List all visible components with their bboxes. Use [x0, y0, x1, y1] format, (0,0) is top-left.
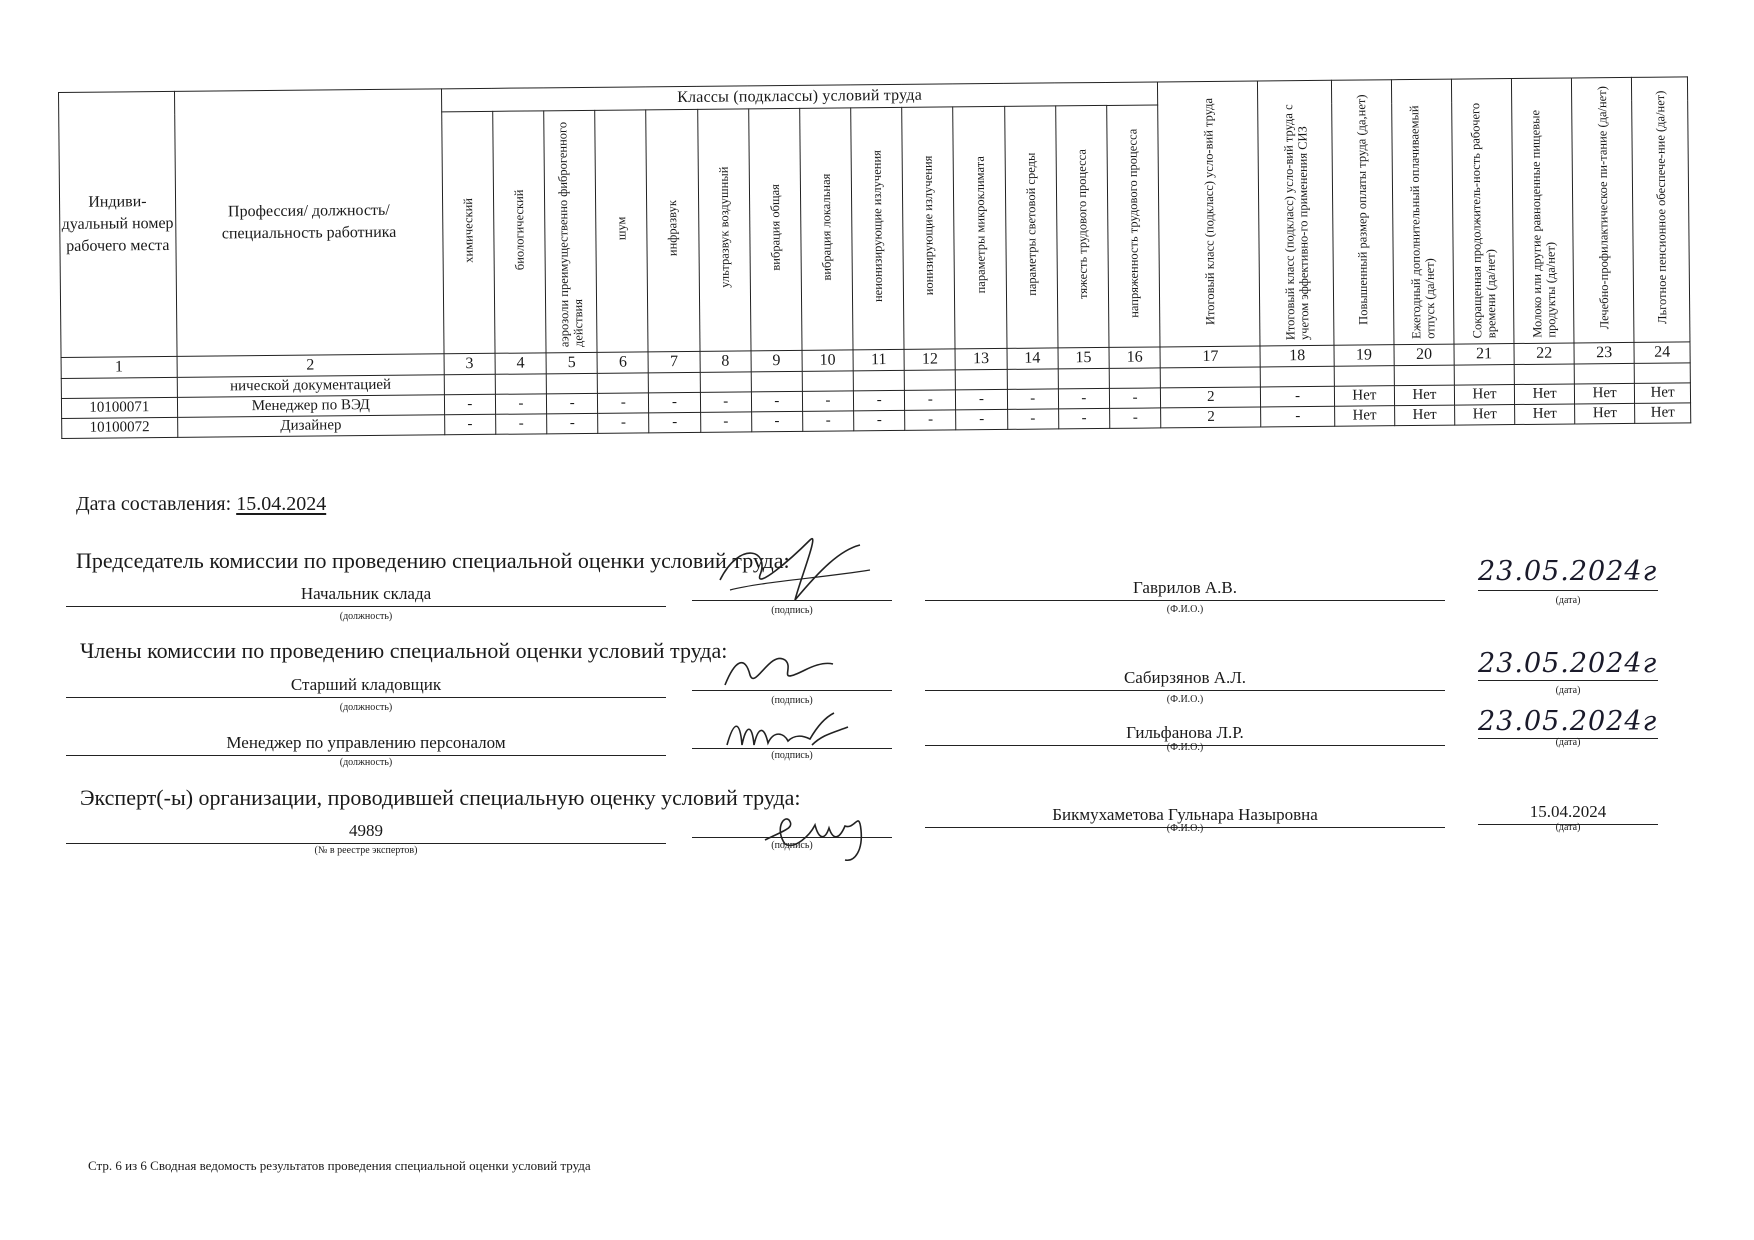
continuation-text: нической документацией [177, 375, 444, 398]
column-number: 2 [177, 354, 444, 378]
column-number: 17 [1160, 346, 1260, 368]
profession: Дизайнер [177, 415, 444, 438]
factor-class: - [1058, 388, 1109, 408]
factor-class: - [803, 411, 854, 431]
factor-class: - [495, 394, 546, 414]
factor-class: - [444, 414, 495, 434]
factor-class: - [854, 410, 905, 430]
guarantee-value: Нет [1334, 386, 1394, 407]
factor-header: напряженность трудового процесса [1107, 105, 1161, 347]
workplace-id: 10100071 [61, 397, 177, 418]
total-class-siz: - [1261, 386, 1335, 407]
member-signature-icon [715, 640, 835, 700]
factor-class: - [598, 413, 649, 433]
results-table [58, 76, 1691, 439]
workplace-id: 10100072 [62, 417, 178, 438]
fio-caption: (Ф.И.О.) [1166, 742, 1204, 753]
column-number: 12 [904, 349, 955, 370]
factor-class: - [1058, 408, 1109, 428]
signature-caption: (подпись) [771, 695, 813, 706]
guarantee-value: Нет [1394, 385, 1454, 406]
column-number: 1 [61, 356, 177, 378]
col-total-class-siz-header: Итоговый класс (подкласс) усло-вий труда с учетом эффективно-го применения СИЗ [1258, 80, 1334, 346]
expert-registry-number: 4989 [349, 821, 383, 840]
column-number: 18 [1260, 345, 1334, 367]
guarantee-value: Нет [1454, 385, 1514, 406]
factor-class: - [1007, 409, 1058, 429]
guarantee-value: Нет [1515, 404, 1575, 425]
member-position-line [66, 755, 666, 756]
chairman-date-line [1478, 590, 1658, 591]
factor-class: - [802, 391, 853, 411]
member-position: Старший кладовщик [290, 675, 442, 694]
chairman-position: Начальник склада [300, 584, 432, 603]
column-number: 21 [1454, 344, 1514, 366]
factor-class: - [853, 390, 904, 410]
column-number: 8 [700, 351, 751, 372]
factor-class: - [546, 393, 597, 413]
column-number: 9 [751, 350, 802, 371]
member-signature-icon [722, 705, 852, 760]
col-nutrition-header: Лечебно-профилактическое пи-тание (да/нет) [1572, 77, 1635, 343]
member-date: 23.05.2024г [1478, 706, 1658, 737]
fio-caption: (Ф.И.О.) [1166, 694, 1204, 705]
factor-header: неионизирующие излучения [851, 107, 904, 349]
column-number: 5 [546, 352, 597, 373]
factor-class: - [1110, 408, 1162, 428]
factor-class: - [547, 413, 598, 433]
member-date: 23.05.2024г [1478, 648, 1658, 679]
guarantee-value: Нет [1455, 405, 1515, 426]
signature-caption: (подпись) [771, 840, 813, 851]
col-profession-header: Профессия/ должность/ специальность работника [174, 89, 444, 357]
factor-class: - [444, 394, 495, 414]
page-footer: Стр. 6 из 6 Сводная ведомость результатов проведения специальной оценки условий труда [88, 1158, 591, 1173]
date-compiled-label: Дата составления: [76, 493, 232, 515]
date-caption: (дата) [1555, 595, 1581, 606]
column-number: 10 [802, 350, 853, 371]
factor-class: - [751, 411, 802, 431]
position-caption: (должность) [339, 611, 393, 622]
position-caption: (должность) [339, 702, 393, 713]
member-name: Сабирзянов А.Л. [1123, 668, 1247, 687]
expert-heading: Эксперт(-ы) организации, проводившей специальную оценку условий труда: [80, 785, 801, 810]
guarantee-value: Нет [1575, 403, 1635, 424]
column-number: 13 [955, 348, 1006, 369]
col-reduced-hours-header: Сокращенная продолжитель-ность рабочего времени (да/нет) [1451, 79, 1514, 345]
factor-header: шум [595, 110, 648, 352]
guarantee-value: Нет [1635, 383, 1691, 404]
factor-class: - [649, 412, 700, 432]
fio-caption: (Ф.И.О.) [1166, 823, 1204, 834]
col-total-class-header: Итоговый класс (подкласс) усло-вий труда [1158, 81, 1261, 347]
member-name-line [925, 690, 1445, 691]
column-number: 15 [1058, 347, 1109, 368]
factor-header: химический [441, 111, 494, 353]
factor-header: вибрация локальная [800, 108, 853, 350]
expert-date: 15.04.2024 [1529, 802, 1607, 821]
col-increased-pay-header: Повышенный размер оплаты труда (да,нет) [1331, 80, 1394, 346]
column-number: 7 [648, 351, 699, 372]
guarantee-value: Нет [1334, 406, 1394, 427]
member-date-line [1478, 680, 1658, 681]
chairman-date: 23.05.2024г [1478, 556, 1658, 587]
factor-class: - [700, 392, 751, 412]
members-heading: Члены комиссии по проведению специальной оценки условий труда: [80, 638, 728, 663]
col-workplace-id-header: Индиви-дуальный номер рабочего места [59, 91, 177, 357]
guarantee-value: Нет [1635, 403, 1691, 424]
date-caption: (дата) [1555, 737, 1581, 748]
col-milk-header: Молоко или другие равноценные пищевые продукты (да/нет) [1512, 78, 1575, 344]
member-position-line [66, 697, 666, 698]
column-number: 19 [1334, 345, 1394, 367]
column-number: 16 [1109, 347, 1161, 368]
factor-class: - [700, 412, 751, 432]
expert-signature-icon [755, 800, 885, 865]
column-number: 6 [597, 352, 648, 373]
factor-header: параметры световой среды [1004, 106, 1057, 348]
col-pension-header: Льготное пенсионное обеспече-ние (да/нет) [1632, 77, 1690, 343]
column-number: 24 [1634, 342, 1690, 364]
chairman-name: Гаврилов А.В. [1133, 578, 1237, 597]
factor-class: - [751, 391, 802, 411]
factor-header: вибрация общая [748, 108, 801, 350]
factor-class: - [956, 389, 1007, 409]
chairman-signature-icon [700, 520, 880, 610]
factor-class: - [598, 393, 649, 413]
col-extra-leave-header: Ежегодный дополнительный оплачиваемый отпуск (да/нет) [1391, 79, 1454, 345]
factor-class: - [956, 409, 1007, 429]
signature-caption: (подпись) [771, 605, 813, 616]
column-number: 23 [1574, 342, 1634, 364]
column-number: 4 [495, 353, 546, 374]
factor-header: ультразвук воздушный [697, 109, 750, 351]
column-number: 14 [1007, 348, 1058, 369]
member-position: Менеджер по управлению персоналом [226, 733, 506, 752]
column-number: 11 [853, 349, 904, 370]
factor-header: инфразвук [646, 109, 699, 351]
results-table-wrapper [58, 76, 1691, 439]
profession: Менеджер по ВЭД [177, 395, 444, 418]
factor-header: ионизирующие излучения [902, 107, 955, 349]
guarantee-value: Нет [1575, 383, 1635, 404]
factor-class: - [905, 390, 956, 410]
total-class: 2 [1161, 387, 1261, 408]
guarantee-value: Нет [1394, 405, 1454, 426]
expert-name: Бикмухаметова Гульнара Назыровна [1052, 805, 1318, 824]
total-class: 2 [1161, 407, 1261, 428]
factor-header: параметры микроклимата [953, 106, 1006, 348]
date-caption: (дата) [1555, 685, 1581, 696]
factor-header: тяжесть трудового процесса [1055, 105, 1108, 347]
column-number: 22 [1514, 343, 1574, 365]
factor-header: аэрозоли преимущественно фиброгенного действия [544, 110, 597, 352]
chairman-name-line [925, 600, 1445, 601]
work-conditions-group-header: Классы (подклассы) условий труда [441, 82, 1158, 112]
factor-class: - [1109, 388, 1161, 408]
column-number: 3 [444, 353, 495, 374]
date-compiled-value: 15.04.2024 [236, 493, 327, 515]
factor-class: - [649, 392, 700, 412]
guarantee-value: Нет [1514, 384, 1574, 405]
fio-caption: (Ф.И.О.) [1166, 604, 1204, 615]
date-compiled [76, 493, 326, 516]
expert-registry-line [66, 843, 666, 844]
factor-class: - [496, 414, 547, 434]
member-name: Гильфанова Л.Р. [1126, 723, 1244, 742]
total-class-siz: - [1261, 406, 1335, 427]
factor-header: биологический [493, 111, 546, 353]
position-caption: (должность) [339, 757, 393, 768]
chairman-position-line [66, 606, 666, 607]
chairman-heading: Председатель комиссии по проведению специальной оценки условий труда: [76, 548, 790, 573]
signature-caption: (подпись) [771, 750, 813, 761]
registry-caption: (№ в реестре экспертов) [314, 845, 418, 856]
factor-class: - [1007, 389, 1058, 409]
column-number: 20 [1394, 344, 1454, 366]
factor-class: - [905, 410, 956, 430]
date-caption: (дата) [1555, 822, 1581, 833]
